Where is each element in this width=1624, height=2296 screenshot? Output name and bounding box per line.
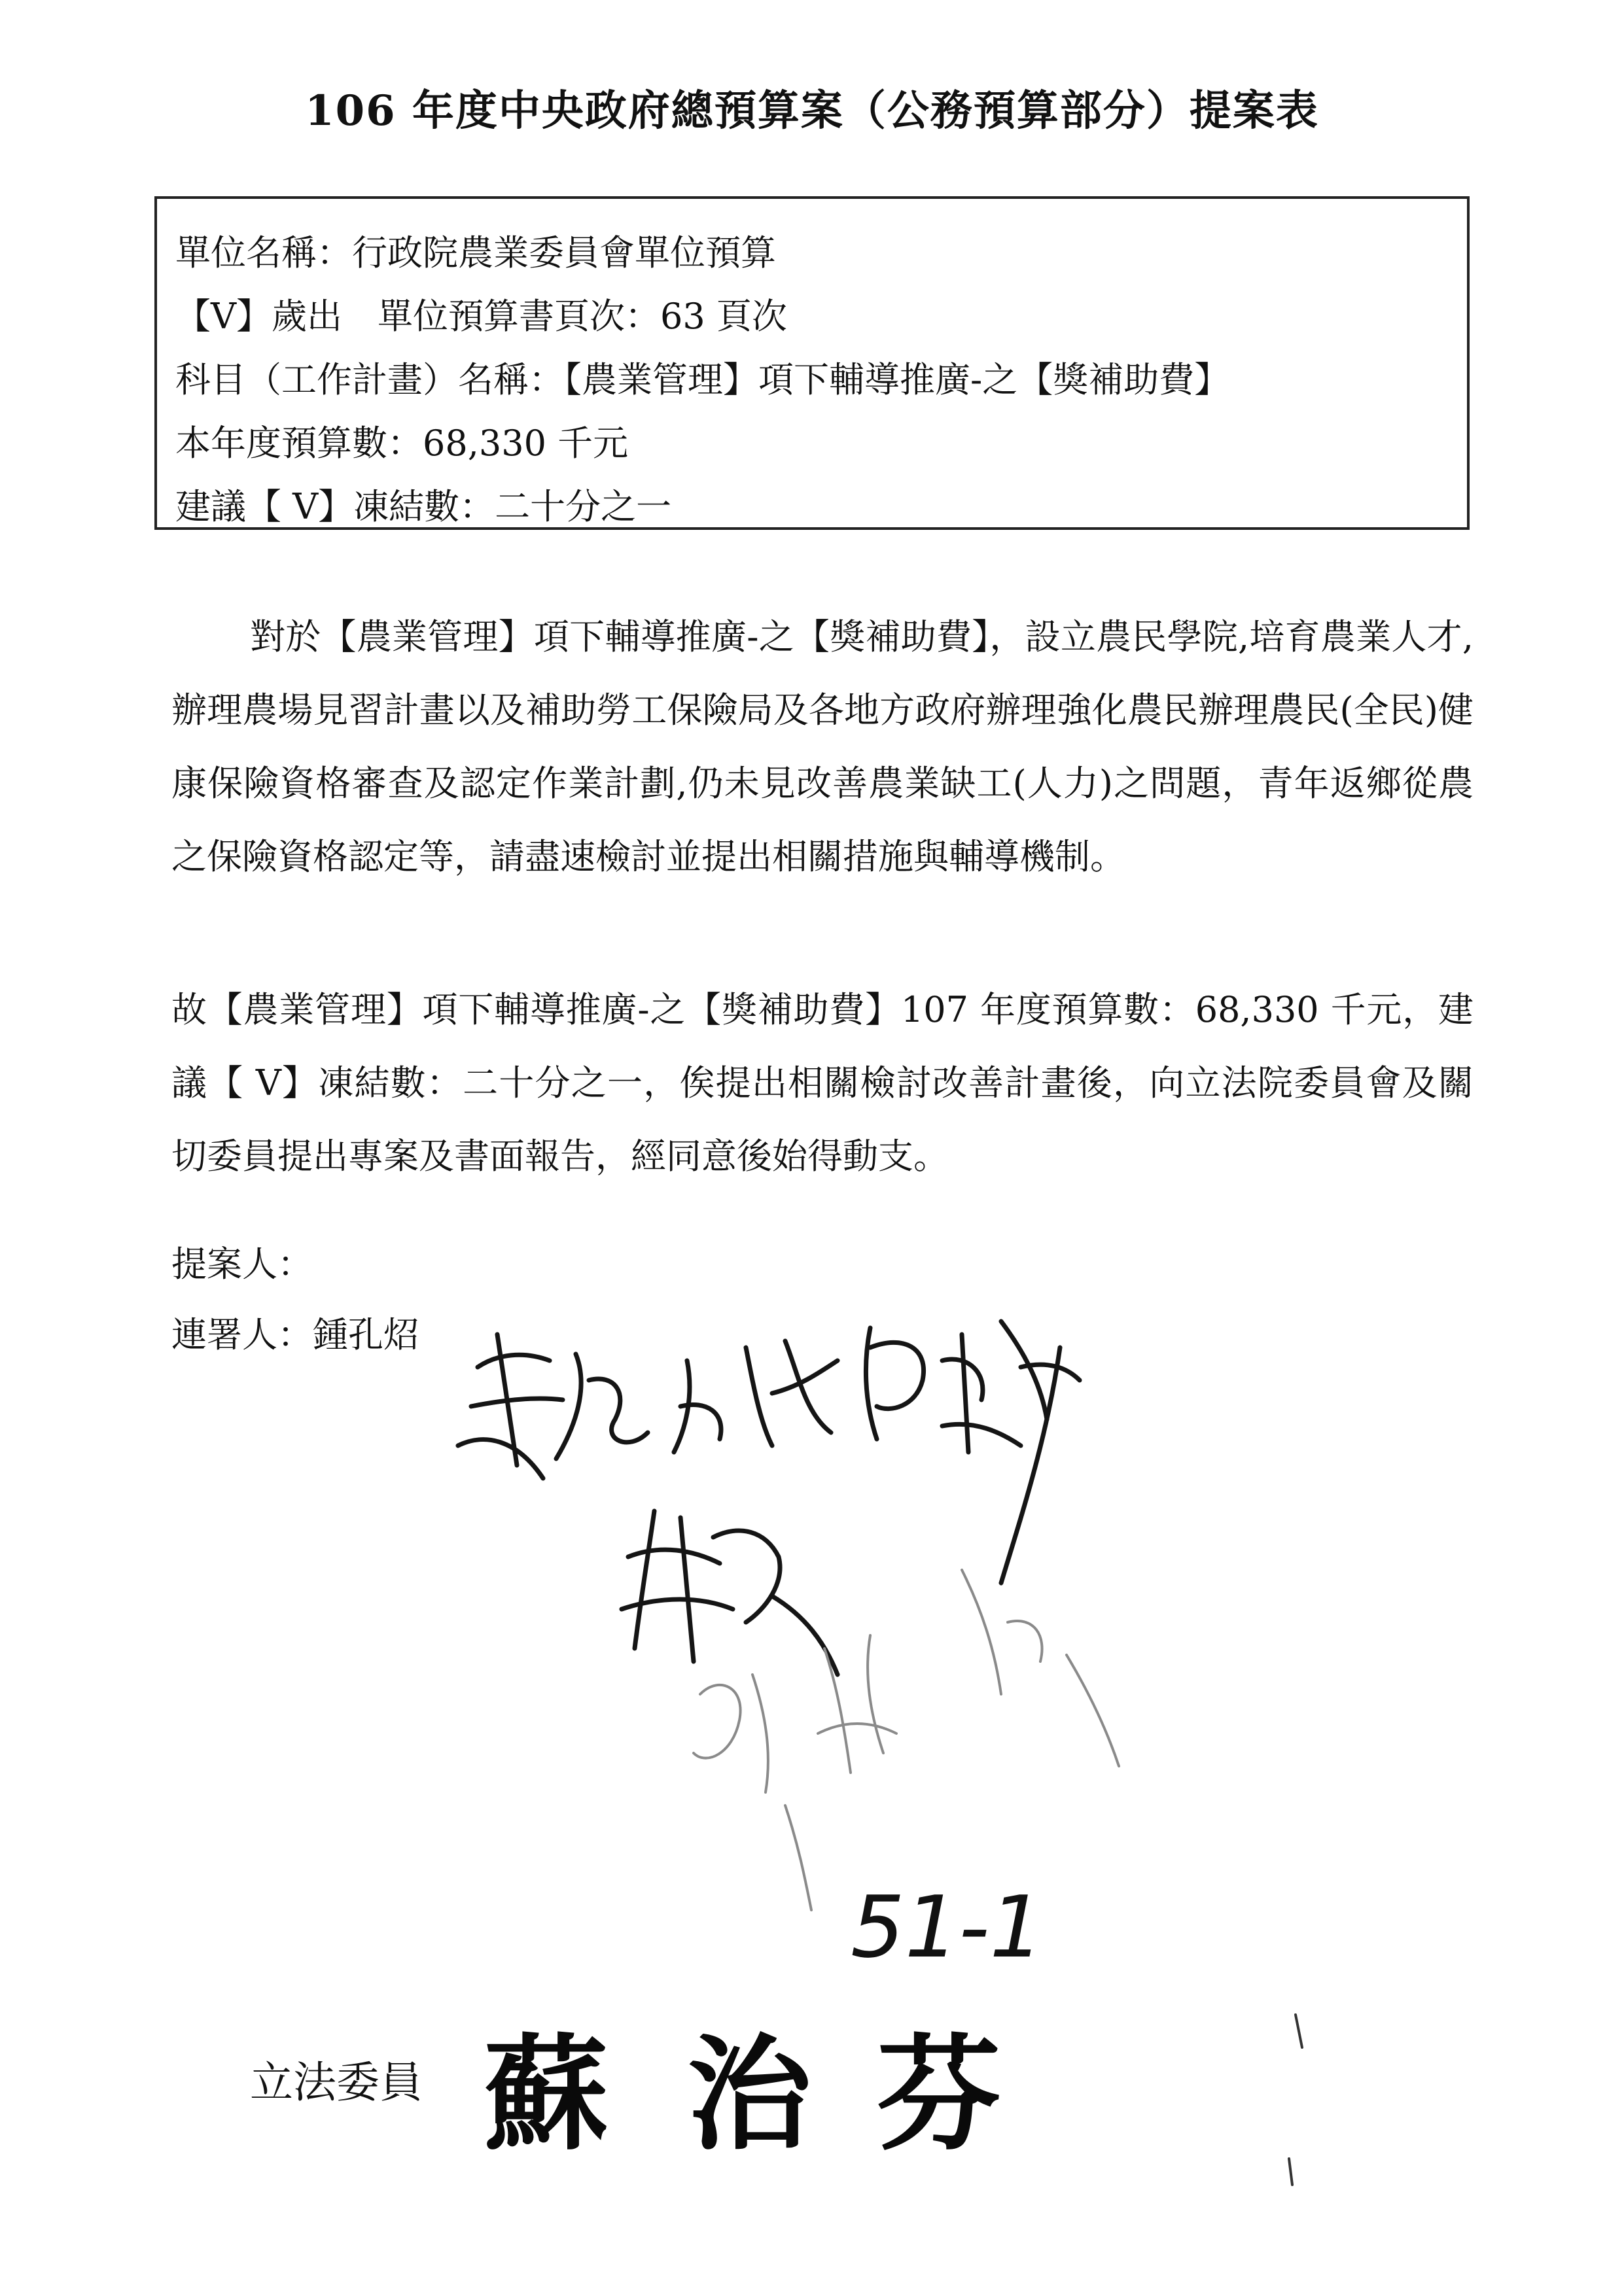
proposer-label: 提案人： xyxy=(171,1244,313,1285)
name-stamp-char: 治 xyxy=(687,2021,812,2167)
scan-mark xyxy=(1289,2159,1292,2185)
handwritten-page-number: 51-1 xyxy=(851,1877,1044,1977)
body-paragraph-1: 對於【農業管理】項下輔導推廣-之【獎補助費】，設立農民學院,培育農業人才,辦理農場見習計畫以及補助勞工保險局及各地方政府辦理強化農民辦理農民(全民)健康保險資格審查及認定作業計劃,仍未見改善農業缺工(人力)之問題，青年返鄉從農之保險資格認定等，請盡速檢討並提出相關措施與輔導機制。 xyxy=(171,616,1474,877)
name-stamp-char: 蘇 xyxy=(484,2021,609,2167)
body-paragraph-2: 故【農業管理】項下輔導推廣-之【獎補助費】107 年度預算數：68,330 千元，建議【 V】凍結數：二十分之一，俟提出相關檢討改善計畫後，向立法院委員會及關切委員提出專案及書面報告，經同意後始得動支。 xyxy=(171,989,1474,1177)
signature-stroke xyxy=(866,1328,923,1439)
unit-name: 單位名稱：行政院農業委員會單位預算 xyxy=(175,232,776,273)
document-title: 106 年度中央政府總預算案（公務預算部分）提案表 xyxy=(305,86,1319,135)
signature-stroke xyxy=(746,1341,838,1446)
subject-line: 科目（工作計畫）名稱：【農業管理】項下輔導推廣-之【獎補助費】 xyxy=(175,359,1230,400)
signature-stroke xyxy=(785,1805,811,1910)
legislator-label: 立法委員 xyxy=(250,2057,423,2108)
signature-stroke xyxy=(556,1354,648,1459)
expenditure-line: 【V】歲出 單位預算書頁次：63 頁次 xyxy=(175,296,787,337)
signature-stroke xyxy=(962,1570,1119,1766)
budget-line: 本年度預算數：68,330 千元 xyxy=(175,423,629,464)
signature-stroke xyxy=(713,1531,838,1675)
signature-stroke xyxy=(458,1334,563,1478)
cosigner-label: 連署人：鍾孔炤 xyxy=(171,1314,419,1355)
signature-stroke xyxy=(674,1361,721,1452)
signature-stroke xyxy=(942,1334,1021,1452)
signature-stroke xyxy=(694,1675,768,1792)
scan-mark xyxy=(1296,2015,1302,2047)
name-stamp-char: 芬 xyxy=(877,2021,1002,2167)
signature-stroke xyxy=(1001,1321,1080,1583)
proposal-line: 建議【 V】凍結數：二十分之一 xyxy=(175,486,672,527)
